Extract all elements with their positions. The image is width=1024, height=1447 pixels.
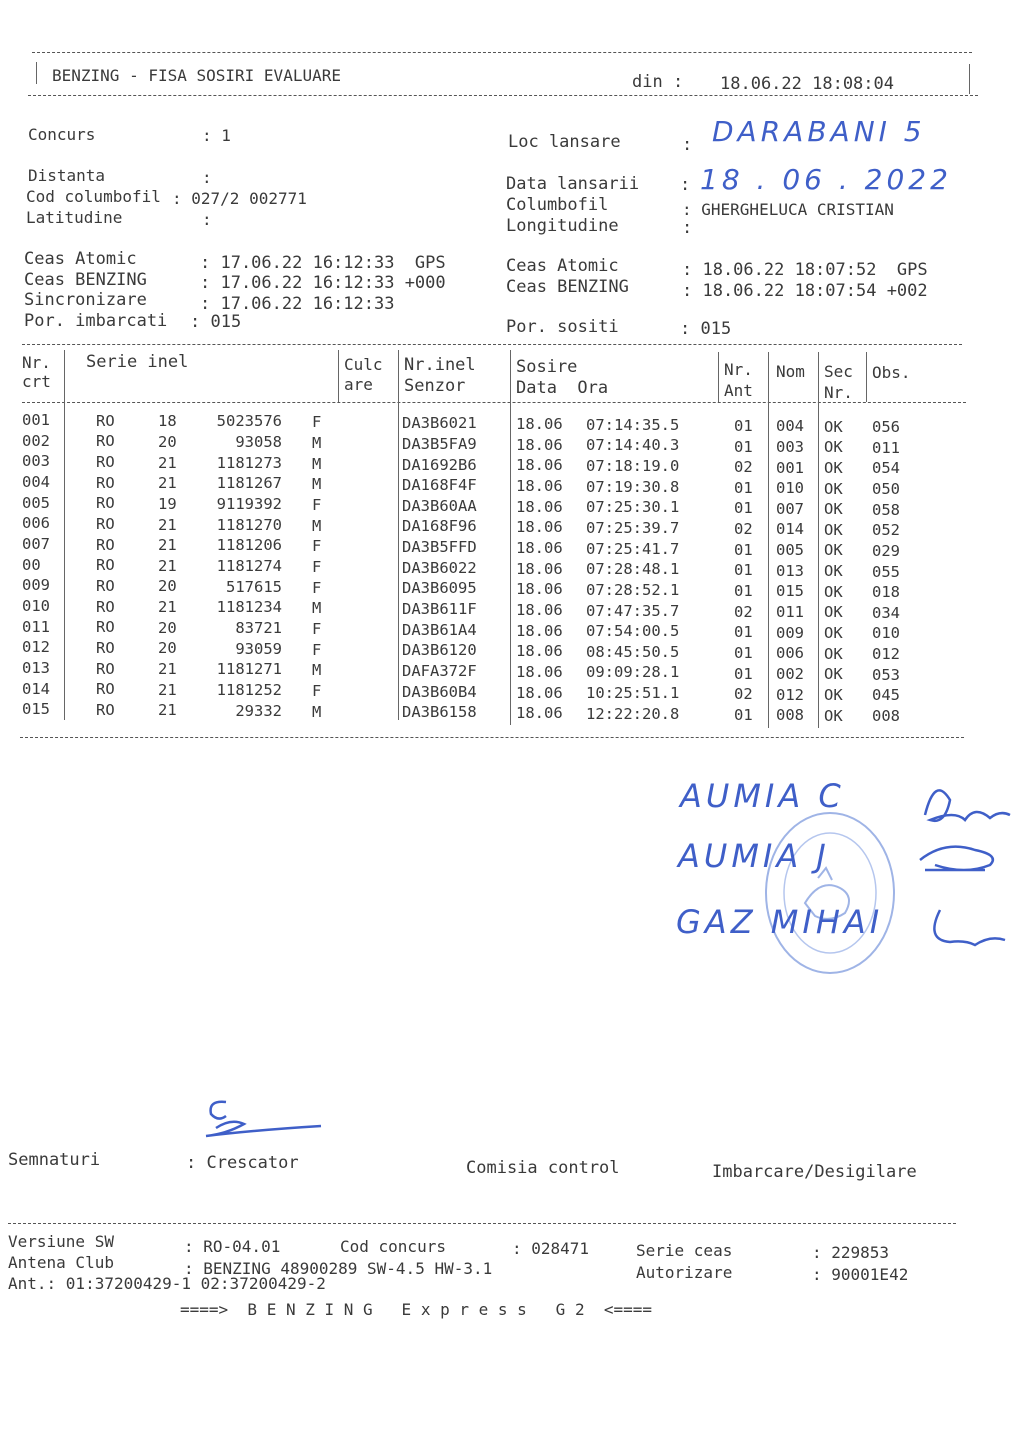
cell-tara: RO	[96, 680, 115, 699]
cell-nr: 002	[22, 431, 50, 450]
cell-senzor: DA3B6022	[402, 558, 477, 577]
cell-senzor: DA3B6095	[402, 579, 477, 598]
cell-obs: 054	[872, 459, 900, 478]
columbofil-value: : GHERGHELUCA CRISTIAN	[682, 200, 894, 219]
longitudine-label: Longitudine	[506, 216, 619, 236]
din-label: din :	[632, 72, 684, 92]
ceas-atomic-right-value: : 18.06.22 18:07:52 GPS	[682, 260, 928, 280]
cell-inel: 1181273	[216, 453, 282, 472]
cell-obs: 018	[872, 583, 900, 602]
latitudine-value: :	[202, 210, 212, 229]
cell-inel: 1181271	[216, 660, 282, 679]
cell-obs: 055	[872, 562, 900, 581]
cell-senzor: DA168F96	[402, 517, 477, 536]
cell-sec: OK	[824, 603, 843, 622]
cod-concurs-label: Cod concurs	[340, 1237, 446, 1256]
cell-ant: 01	[734, 499, 753, 518]
cell-senzor: DA3B6021	[402, 414, 477, 433]
cell-ant: 01	[734, 561, 753, 580]
cell-tara: RO	[96, 411, 115, 430]
cell-sec: OK	[824, 417, 843, 436]
ceas-benzing-left-label: Ceas BENZING	[24, 270, 147, 290]
imbarcati-label: Por. imbarcati	[24, 311, 168, 331]
th-obs: Obs.	[872, 363, 911, 382]
cell-data: 18.06	[516, 621, 563, 640]
cell-ora: 09:09:28.1	[586, 663, 680, 682]
cell-sex: M	[312, 661, 322, 680]
cell-ora: 07:14:35.5	[586, 415, 680, 434]
col-sep-senzor	[510, 350, 511, 725]
col-sep-nom	[818, 352, 819, 728]
cell-tara: RO	[96, 515, 115, 534]
cell-an: 21	[158, 701, 177, 720]
cell-tara: RO	[96, 556, 115, 575]
cell-ora: 07:19:30.8	[586, 477, 680, 496]
cell-ora: 07:28:48.1	[586, 560, 680, 579]
cell-ant: 01	[734, 540, 753, 559]
ceas-benzing-right-value: : 18.06.22 18:07:54 +002	[682, 281, 928, 301]
th-nom: Nom	[776, 362, 805, 381]
footer-top-rule	[8, 1223, 956, 1224]
cell-sec: OK	[824, 479, 843, 498]
cell-tara: RO	[96, 576, 115, 595]
cell-inel: 1181234	[216, 598, 282, 617]
data-lansarii-handwritten: 18 . 06 . 2022	[700, 163, 952, 196]
cell-senzor: DA168F4F	[402, 476, 477, 495]
table-bottom-rule	[20, 737, 964, 738]
antena-club-value: : BENZING 48900289 SW-4.5 HW-3.1	[184, 1259, 493, 1278]
cell-sec: OK	[824, 541, 843, 560]
cell-nr: 010	[22, 597, 50, 616]
cell-ant: 02	[734, 602, 753, 621]
cell-senzor: DA3B61A4	[402, 620, 477, 639]
cell-data: 18.06	[516, 580, 563, 599]
col-sep-sosire	[718, 352, 719, 402]
cell-an: 20	[158, 618, 177, 637]
cell-ant: 01	[734, 437, 753, 456]
cod-columbofil-label: Cod columbofil	[26, 187, 161, 206]
cell-senzor: DA3B611F	[402, 600, 477, 619]
cell-nr: 007	[22, 535, 50, 554]
th-serie-inel: Serie inel	[86, 352, 189, 372]
sositi-value: : 015	[680, 319, 732, 339]
cell-nom: 014	[776, 520, 804, 539]
cell-ora: 07:47:35.7	[586, 601, 680, 620]
cell-tara: RO	[96, 432, 115, 451]
th-culoare-1: Culc	[344, 355, 383, 374]
report-title: BENZING - FISA SOSIRI EVALUARE	[52, 66, 341, 85]
cell-nom: 004	[776, 417, 804, 436]
loc-lansare-handwritten: DARABANI 5	[712, 115, 926, 148]
cell-sec: OK	[824, 582, 843, 601]
handwritten-name-2: AUMIA J	[678, 837, 830, 875]
cell-tara: RO	[96, 535, 115, 554]
versiune-value: : RO-04.01	[184, 1237, 281, 1256]
cell-sec: OK	[824, 562, 843, 581]
cell-nom: 001	[776, 458, 804, 477]
cell-tara: RO	[96, 473, 115, 492]
cell-nr: 004	[22, 473, 50, 492]
cell-sex: M	[312, 475, 322, 494]
loc-lansare-colon: :	[682, 135, 693, 155]
cell-data: 18.06	[516, 477, 563, 496]
cell-obs: 053	[872, 665, 900, 684]
cell-inel: 5023576	[216, 412, 282, 431]
cell-senzor: DA3B60B4	[402, 682, 477, 701]
cell-nr: 012	[22, 638, 50, 657]
cell-an: 19	[158, 494, 177, 513]
cell-sec: OK	[824, 624, 843, 643]
header-left-bar	[36, 62, 37, 84]
cell-data: 18.06	[516, 642, 563, 661]
cell-nr: 009	[22, 576, 50, 595]
cell-data: 18.06	[516, 415, 563, 434]
cell-senzor: DA3B5FA9	[402, 434, 477, 453]
cell-senzor: DA3B6120	[402, 641, 477, 660]
th-nr-inel-1: Nr.inel	[404, 355, 476, 375]
cell-nom: 015	[776, 582, 804, 601]
cell-obs: 011	[872, 438, 900, 457]
cell-nom: 007	[776, 499, 804, 518]
th-sosire-1: Sosire	[516, 357, 578, 377]
cell-obs: 029	[872, 541, 900, 560]
cell-an: 21	[158, 536, 177, 555]
th-sec-1: Sec	[824, 362, 853, 381]
col-sep-serie	[338, 350, 339, 402]
th-nr-crt-2: crt	[22, 372, 51, 391]
cell-nr: 015	[22, 700, 50, 719]
data-lansarii-colon: :	[680, 175, 691, 195]
sincronizare-label: Sincronizare	[24, 290, 147, 310]
sositi-label: Por. sositi	[506, 317, 619, 337]
cell-an: 18	[158, 412, 177, 431]
handwritten-signatures-icon	[905, 770, 1015, 970]
cell-sec: OK	[824, 644, 843, 663]
cell-inel: 1181252	[216, 680, 282, 699]
cell-an: 21	[158, 660, 177, 679]
cell-senzor: DA3B6158	[402, 703, 477, 722]
autorizare-value: : 90001E42	[812, 1265, 909, 1284]
ceas-benzing-right-label: Ceas BENZING	[506, 277, 629, 297]
cell-obs: 052	[872, 521, 900, 540]
cell-tara: RO	[96, 453, 115, 472]
cell-sex: M	[312, 454, 322, 473]
cell-data: 18.06	[516, 518, 563, 537]
cell-an: 20	[158, 577, 177, 596]
cell-ora: 10:25:51.1	[586, 684, 680, 703]
col-sep-culoare	[398, 350, 399, 720]
cell-senzor: DA1692B6	[402, 455, 477, 474]
cell-nom: 002	[776, 665, 804, 683]
data-lansarii-label: Data lansarii	[506, 174, 640, 194]
cell-nr: 011	[22, 617, 50, 636]
cell-data: 18.06	[516, 435, 563, 454]
cell-sex: F	[312, 496, 322, 515]
cell-sex: F	[312, 619, 322, 638]
longitudine-value: :	[682, 218, 693, 238]
cell-sex: F	[312, 537, 322, 556]
cell-nr: 006	[22, 514, 50, 533]
cell-nom: 008	[776, 706, 804, 725]
cell-ant: 01	[734, 416, 753, 435]
serie-ceas-label: Serie ceas	[636, 1241, 733, 1260]
columbofil-label: Columbofil	[506, 195, 609, 215]
cell-data: 18.06	[516, 600, 563, 619]
cell-data: 18.06	[516, 704, 563, 723]
cell-obs: 012	[872, 645, 900, 664]
cell-sex: F	[312, 640, 322, 659]
loc-lansare-label: Loc lansare	[508, 132, 621, 152]
autorizare-label: Autorizare	[636, 1263, 733, 1282]
cell-tara: RO	[96, 659, 115, 678]
cell-data: 18.06	[516, 539, 563, 558]
distanta-label: Distanta	[28, 166, 106, 185]
cell-ora: 07:28:52.1	[586, 580, 680, 599]
cell-an: 21	[158, 598, 177, 617]
cell-sec: OK	[824, 438, 843, 457]
cell-inel: 83721	[235, 618, 282, 637]
cell-ora: 07:25:39.7	[586, 518, 680, 537]
cell-ant: 01	[734, 582, 753, 601]
serie-ceas-value: : 229853	[812, 1243, 890, 1262]
cell-an: 21	[158, 556, 177, 575]
cell-nom: 010	[776, 479, 804, 498]
table-header-rule	[22, 402, 966, 403]
cell-ora: 12:22:20.8	[586, 704, 680, 723]
cell-an: 21	[158, 474, 177, 493]
cell-sex: M	[312, 434, 322, 453]
cell-senzor: DA3B60AA	[402, 496, 477, 515]
th-nr-crt-1: Nr.	[22, 353, 51, 372]
sincronizare-value: : 17.06.22 16:12:33	[200, 294, 395, 314]
th-nr-inel-2: Senzor	[404, 376, 466, 396]
th-culoare-2: are	[344, 375, 373, 394]
cell-nr: 003	[22, 452, 50, 471]
cell-inel: 1181206	[216, 536, 282, 555]
col-sep-sec	[866, 352, 867, 402]
cell-obs: 045	[872, 686, 900, 705]
cell-ora: 07:25:41.7	[586, 539, 680, 558]
cell-inel: 9119392	[216, 495, 282, 514]
cell-senzor: DAFA372F	[402, 662, 477, 681]
cell-tara: RO	[96, 700, 115, 719]
crescator-label: : Crescator	[186, 1153, 299, 1173]
antena-club-label: Antena Club	[8, 1253, 114, 1272]
cell-ant: 01	[734, 478, 753, 497]
th-sosire-2: Data Ora	[516, 378, 609, 398]
cell-inel: 93059	[235, 639, 282, 658]
cell-obs: 010	[872, 624, 900, 643]
cell-an: 20	[158, 639, 177, 658]
cell-nom: 009	[776, 623, 804, 642]
col-sep-ant	[768, 352, 769, 728]
cell-ora: 07:14:40.3	[586, 436, 680, 455]
header-top-rule	[32, 52, 972, 53]
cell-sex: F	[312, 578, 322, 597]
cell-obs: 058	[872, 500, 900, 519]
cell-tara: RO	[96, 494, 115, 513]
cell-nom: 011	[776, 603, 804, 622]
cell-ant: 02	[734, 685, 753, 704]
cell-an: 21	[158, 515, 177, 534]
cell-obs: 034	[872, 603, 900, 622]
ceas-atomic-right-label: Ceas Atomic	[506, 256, 619, 276]
cell-data: 18.06	[516, 497, 563, 516]
cell-sec: OK	[824, 520, 843, 539]
cell-sec: OK	[824, 500, 843, 519]
cell-sec: OK	[824, 665, 843, 684]
cell-ant: 01	[734, 705, 753, 724]
cell-tara: RO	[96, 638, 115, 657]
cell-ant: 01	[734, 623, 753, 642]
th-nr-ant-1: Nr.	[724, 360, 753, 379]
cell-obs: 050	[872, 479, 900, 498]
cell-ora: 07:25:30.1	[586, 498, 680, 517]
cell-sex: M	[312, 599, 322, 618]
cell-inel: 1181267	[216, 474, 282, 493]
cell-tara: RO	[96, 618, 115, 637]
cell-ant: 02	[734, 458, 753, 477]
cell-sex: F	[312, 413, 322, 432]
cell-inel: 1181270	[216, 515, 282, 534]
cell-inel: 29332	[235, 701, 282, 720]
cell-nr: 013	[22, 658, 50, 677]
cell-senzor: DA3B5FFD	[402, 538, 477, 557]
cell-sex: F	[312, 681, 322, 700]
cell-nom: 005	[776, 541, 804, 560]
ceas-benzing-left-value: : 17.06.22 16:12:33 +000	[200, 273, 446, 293]
cell-an: 21	[158, 680, 177, 699]
cell-inel: 93058	[235, 433, 282, 452]
cell-sex: M	[312, 702, 322, 721]
th-nr-ant-2: Ant	[724, 381, 753, 400]
cell-sex: F	[312, 558, 322, 577]
cell-nom: 012	[776, 685, 804, 704]
cell-inel: 1181274	[216, 557, 282, 576]
cell-tara: RO	[96, 597, 115, 616]
cell-obs: 056	[872, 417, 900, 436]
cell-data: 18.06	[516, 559, 563, 578]
col-sep-nr	[64, 350, 65, 720]
cell-sex: M	[312, 516, 322, 535]
club-stamp-icon	[760, 808, 900, 978]
handwritten-name-3: GAZ MIHAI	[676, 903, 884, 941]
ceas-atomic-left-label: Ceas Atomic	[24, 249, 137, 269]
cell-ora: 07:54:00.5	[586, 622, 680, 641]
concurs-label: Concurs	[28, 125, 96, 144]
cell-nr: 005	[22, 493, 50, 512]
imbarcare-desigilare-label: Imbarcare/Desigilare	[712, 1162, 917, 1182]
cell-nom: 006	[776, 644, 804, 663]
benzing-express-banner: ====> B E N Z I N G E x p r e s s G 2 <====	[180, 1300, 653, 1319]
din-value: 18.06.22 18:08:04	[720, 74, 894, 94]
cell-ora: 07:18:19.0	[586, 456, 680, 475]
cell-nom: 003	[776, 437, 804, 456]
ceas-atomic-left-value: : 17.06.22 16:12:33 GPS	[200, 253, 446, 273]
cell-sec: OK	[824, 706, 843, 725]
cell-data: 18.06	[516, 456, 563, 475]
cell-inel: 517615	[226, 577, 282, 596]
cell-obs: 008	[872, 707, 900, 726]
antena-line: Ant.: 01:37200429-1 02:37200429-2	[8, 1274, 326, 1293]
cell-nr: 014	[22, 679, 50, 698]
cell-nr: 00	[22, 555, 41, 574]
cod-concurs-value: : 028471	[512, 1239, 590, 1258]
concurs-value: : 1	[202, 126, 231, 145]
cell-data: 18.06	[516, 683, 563, 702]
table-top-rule	[22, 344, 962, 345]
cell-ora: 08:45:50.5	[586, 642, 680, 661]
latitudine-label: Latitudine	[26, 208, 123, 227]
cell-an: 20	[158, 432, 177, 451]
crescator-signature-icon	[186, 1090, 326, 1150]
semnaturi-label: Semnaturi	[8, 1150, 101, 1170]
cod-columbofil-value: : 027/2 002771	[172, 189, 307, 208]
handwritten-name-1: AUMIA C	[680, 777, 845, 815]
cell-sec: OK	[824, 458, 843, 477]
header-right-bar	[969, 64, 970, 94]
versiune-label: Versiune SW	[8, 1232, 114, 1251]
distanta-value: :	[202, 168, 212, 187]
cell-data: 18.06	[516, 662, 563, 681]
cell-an: 21	[158, 453, 177, 472]
cell-nr: 001	[22, 411, 50, 430]
th-sec-2: Nr.	[824, 383, 853, 402]
cell-sec: OK	[824, 686, 843, 705]
imbarcati-value: : 015	[190, 312, 242, 332]
cell-nom: 013	[776, 561, 804, 580]
comisia-control-label: Comisia control	[466, 1158, 620, 1178]
cell-ant: 01	[734, 644, 753, 663]
cell-ant: 02	[734, 520, 753, 539]
header-bottom-rule	[28, 95, 978, 96]
cell-ant: 01	[734, 664, 753, 683]
